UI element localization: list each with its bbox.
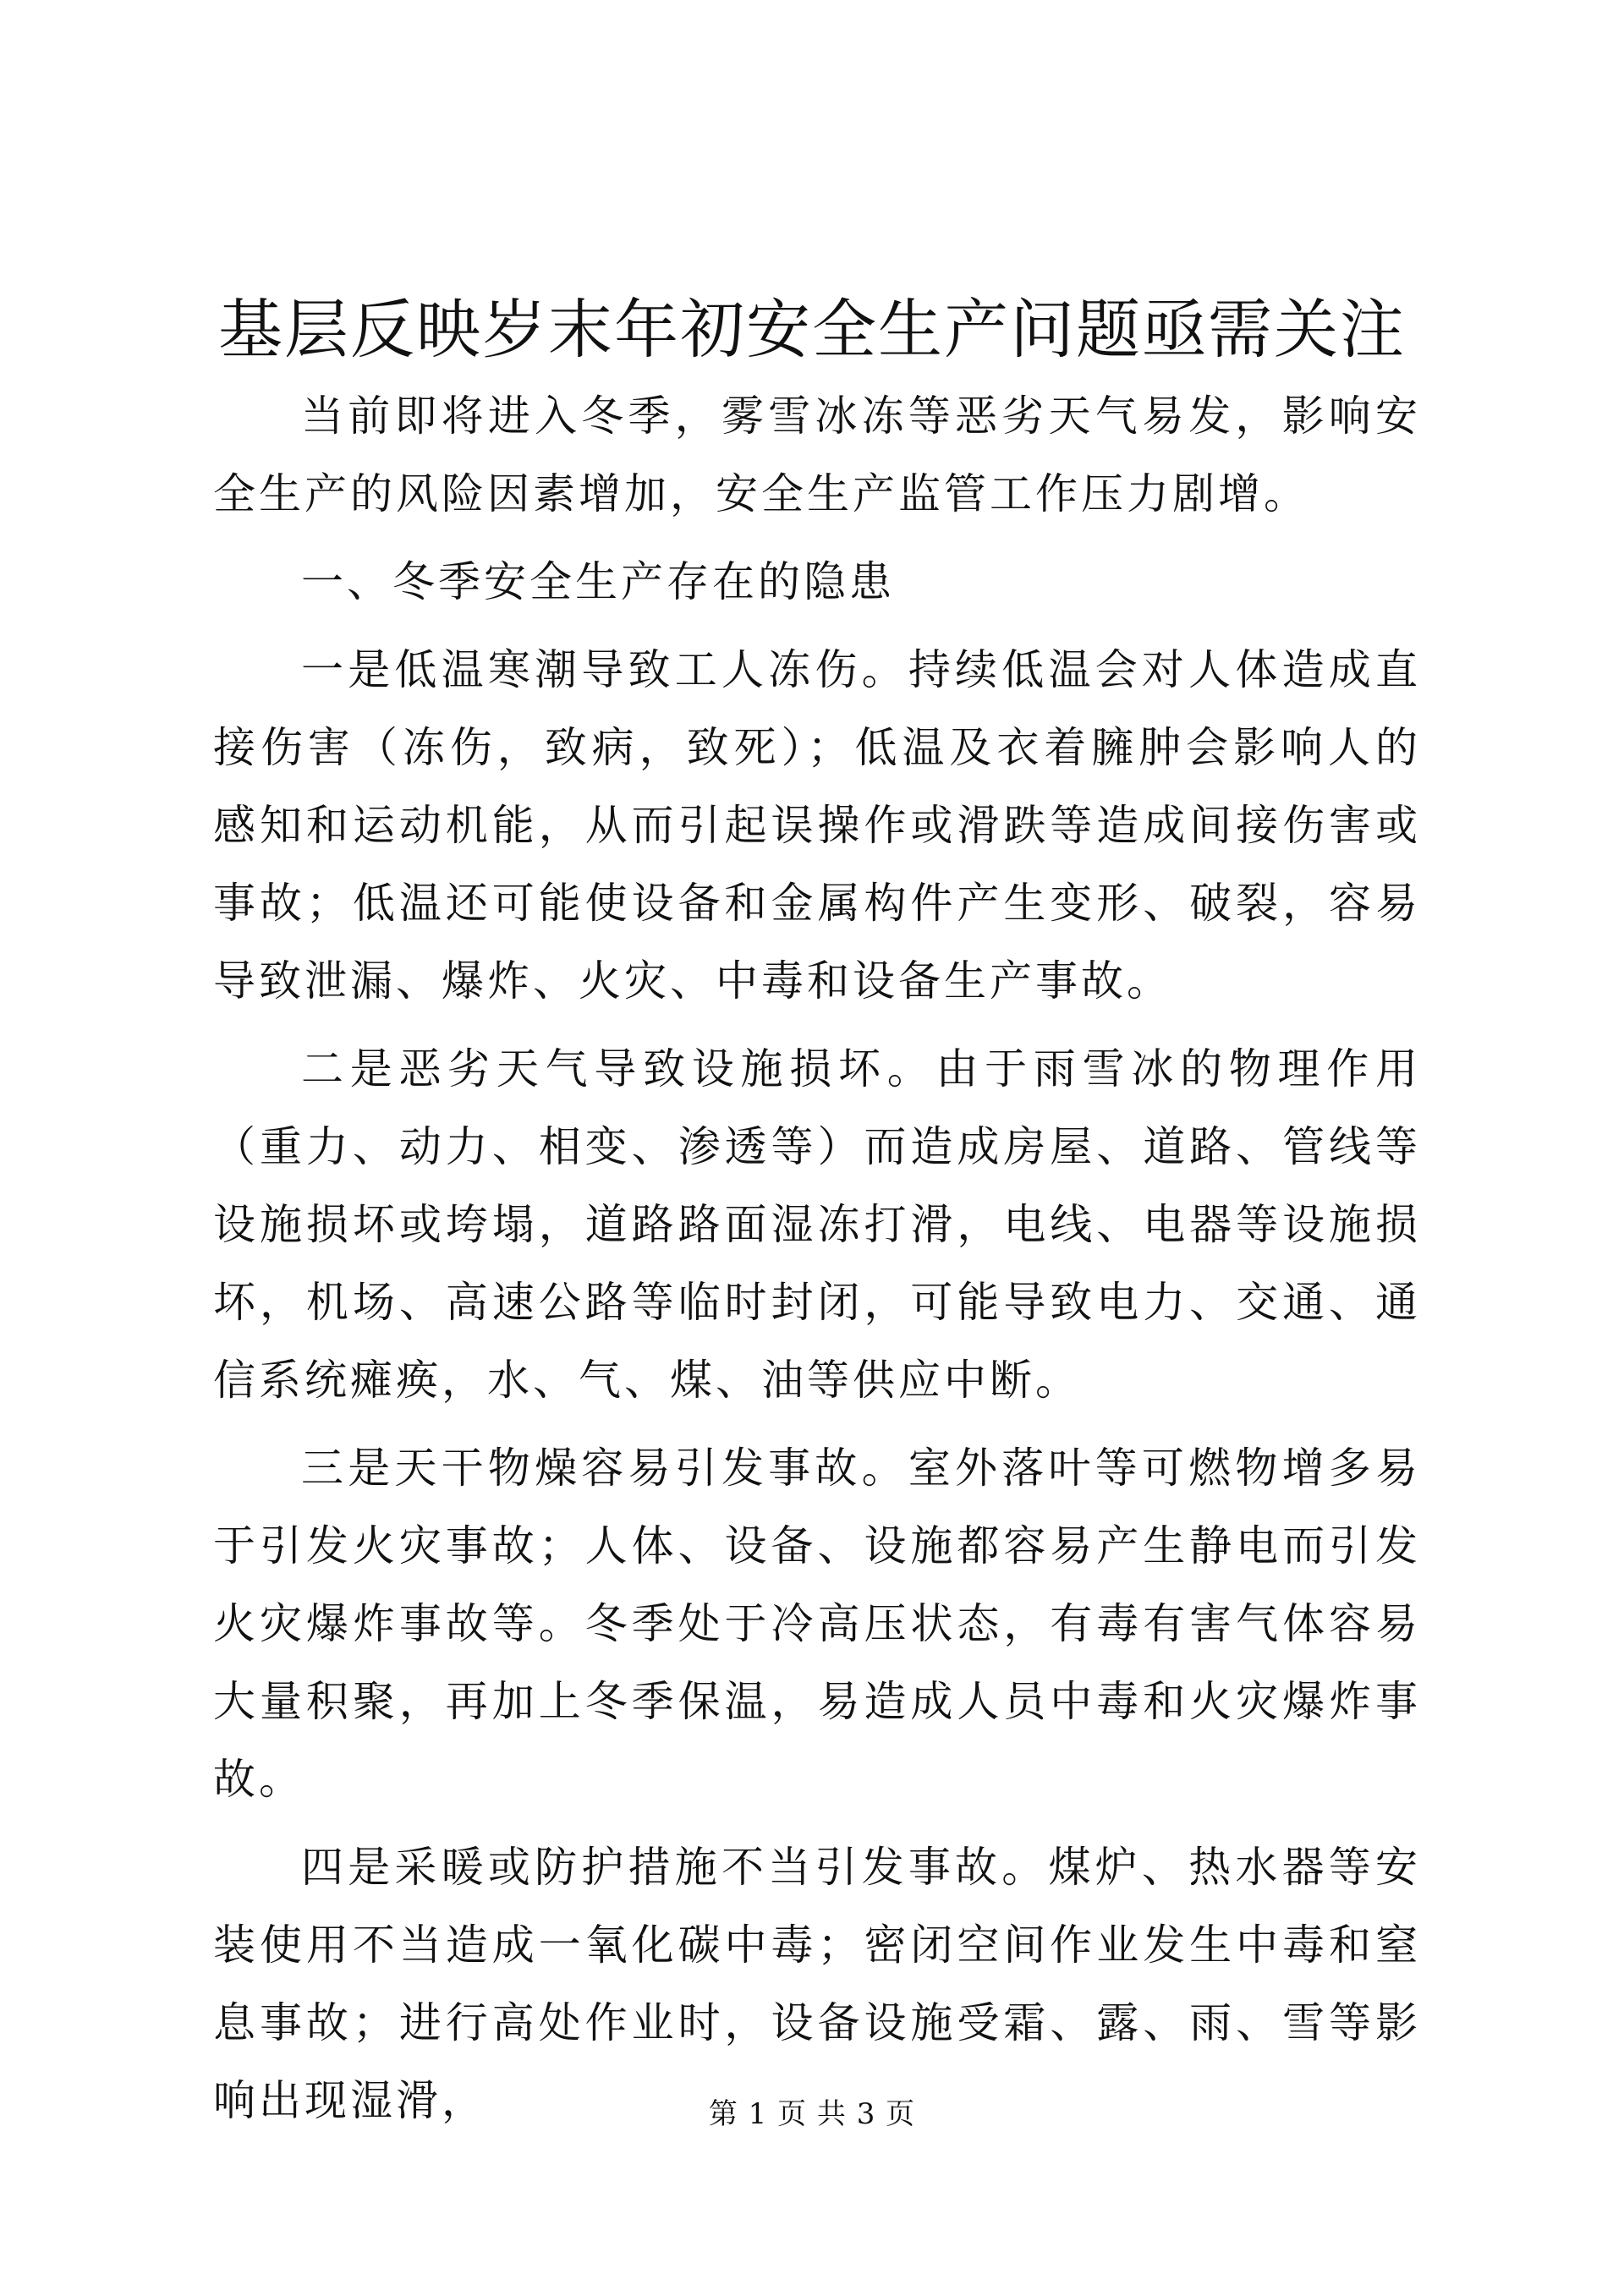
paragraph-point-3: 三是天干物燥容易引发事故。室外落叶等可燃物增多易于引发火灾事故；人体、设备、设施都容易产生静电而引发火灾爆炸事故等。冬季处于冷高压状态，有毒有害气体容易大量积聚，再加上冬季保温，易造成人员中毒和火灾爆炸事故。	[213, 1444, 1421, 1804]
paragraph-intro: 当前即将进入冬季，雾雪冰冻等恶劣天气易发，影响安全生产的风险因素增加，安全生产监管工作压力剧增。	[213, 392, 1421, 518]
page-indicator: 第 1 页 共 3 页	[708, 2097, 916, 2131]
paragraph-point-4: 四是采暖或防护措施不当引发事故。煤炉、热水器等安装使用不当造成一氧化碳中毒；密闭空间作业发生中毒和窒息事故；进行高处作业时，设备设施受霜、露、雨、雪等影响出现湿滑，	[213, 1843, 1421, 2125]
document-title: 基层反映岁末年初安全生产问题亟需关注	[218, 292, 1406, 367]
document-body	[213, 377, 1421, 2140]
section-heading: 一、冬季安全生产存在的隐患	[301, 557, 895, 606]
paragraph-point-2: 二是恶劣天气导致设施损坏。由于雨雪冰的物理作用（重力、动力、相变、渗透等）而造成房屋、道路、管线等设施损坏或垮塌，道路路面湿冻打滑，电线、电器等设施损坏，机场、高速公路等临时封闭，可能导致电力、交通、通信系统瘫痪，水、气、煤、油等供应中断。	[213, 1044, 1421, 1405]
paragraph-point-1: 一是低温寒潮导致工人冻伤。持续低温会对人体造成直接伤害（冻伤，致病，致死）；低温及衣着臃肿会影响人的感知和运动机能，从而引起误操作或滑跌等造成间接伤害或事故；低温还可能使设备和金属构件产生变形、破裂，容易导致泄漏、爆炸、火灾、中毒和设备生产事故。	[213, 645, 1421, 1006]
